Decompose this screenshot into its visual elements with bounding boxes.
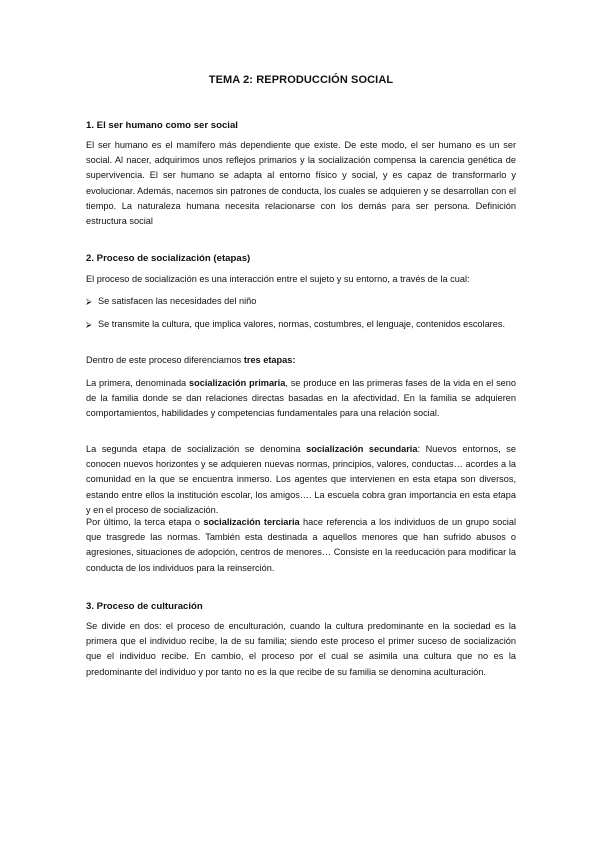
bullet-item <box>86 294 516 309</box>
section-2-intro: El proceso de socialización es una interacción entre el sujeto y su entorno, a través de la cual: <box>86 274 470 284</box>
section-3-paragraph: Se divide en dos: el proceso de enculturación, cuando la cultura predominante en la sociedad es la primera que el individuo recibe, la de su familia; siendo este proceso el primer suceso de socialización que el individuo recibe. En cambio, el proceso por el cual se asimila una cultura que no es la predominante del individuo y por tanto no es la que recibe de su familia se denomina aculturación. <box>86 621 516 677</box>
arrow-bullet-icon: ⮚ <box>86 297 92 306</box>
section-1-heading: 1. El ser humano como ser social <box>86 120 238 131</box>
stage-3-paragraph <box>86 515 516 576</box>
stage-1-term: socialización primaria <box>189 378 286 388</box>
stage-3-text: hace referencia a los individuos de un grupo social que trasgrede las normas. También esta destinada a aquellos menores que han sufrido abusos o agresiones, situaciones de adopción, centros de menores… Consiste en la reeducación para modificar la conducta de los individuos para la reinserción. <box>86 517 516 573</box>
stage-3-prefix: Por último, la terca etapa o <box>86 517 204 527</box>
arrow-bullet-icon: ⮚ <box>86 320 92 329</box>
stage-2-prefix: La segunda etapa de socialización se denomina <box>86 444 307 454</box>
stage-1-text: , se produce en las primeras fases de la vida en el seno de la familia donde se dan relaciones directas basadas en la afectividad. En la familia se adquieren comportamientos, habilidades y competencias fundamentales para una relación social. <box>86 378 517 419</box>
stage-2-paragraph <box>86 442 516 518</box>
stage-2-term: socialización secundaria <box>306 444 418 454</box>
stages-intro-text: Dentro de este proceso diferenciamos <box>86 355 244 365</box>
stage-3-term: socialización terciaria <box>203 517 300 527</box>
stage-1-paragraph <box>86 376 516 422</box>
bullet-item <box>86 317 516 332</box>
stages-intro <box>86 353 516 368</box>
bullet-text: Se transmite la cultura, que implica valores, normas, costumbres, el lenguaje, contenidos escolares. <box>98 319 505 329</box>
stage-1-prefix: La primera, denominada <box>86 378 190 388</box>
page-title: TEMA 2: REPRODUCCIÓN SOCIAL <box>208 74 394 86</box>
section-1-paragraph: El ser humano es el mamífero más dependiente que existe. De este modo, el ser humano es un ser social. Al nacer, adquirimos unos reflejos primarios y la socialización compensa la carencia genética de supervivencia. El ser humano se adapta al entorno físico y social, y es capaz de transformarlo y evolucionar. Además, nacemos sin patrones de conducta, los cuales se adquieren y se desarrollan con el tiempo. La naturaleza humana necesita relacionarse con los demás para ser persona. Definición estructura social <box>86 140 516 227</box>
bullet-text: Se satisfacen las necesidades del niño <box>98 296 257 306</box>
stage-2-text: : Nuevos entornos, se conocen nuevos horizontes y se adquieren nuevas normas, principios, valores, conductas… acordes a la comunidad en la que se encuentra inmerso. Los agentes que intervienen en esta etapa son diversos, estando entre ellos la institución escolar, los amigos…. La escuela cobra gran importancia en esta etapa y en el proceso de socialización. <box>86 444 517 515</box>
stages-intro-bold: tres etapas: <box>243 355 296 365</box>
section-2-heading: 2. Proceso de socialización (etapas) <box>86 253 251 264</box>
section-3-heading: 3. Proceso de culturación <box>86 601 203 612</box>
